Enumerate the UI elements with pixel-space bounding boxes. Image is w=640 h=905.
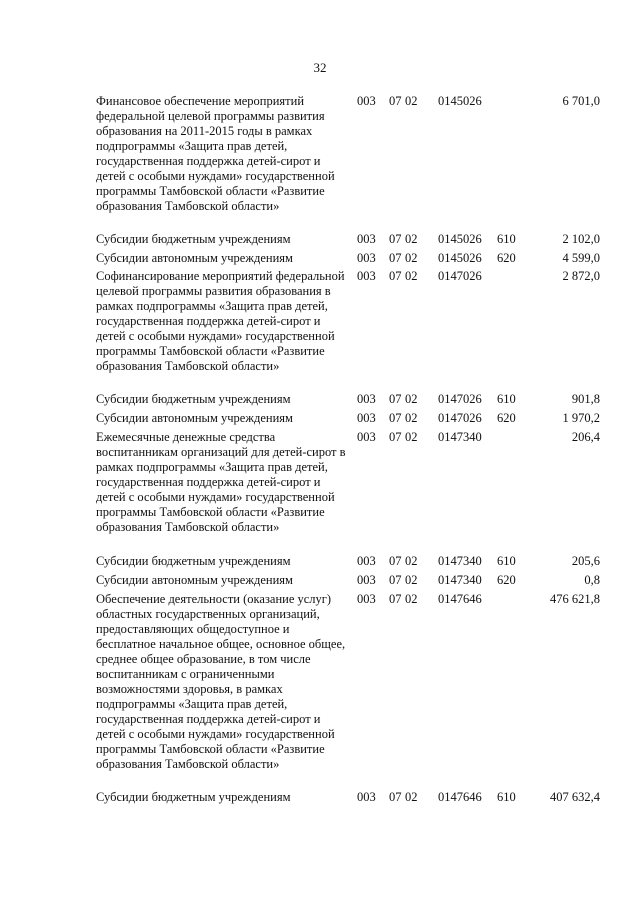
target-code: 0145026 <box>438 251 482 265</box>
admin-code: 003 <box>357 592 376 606</box>
admin-code: 003 <box>357 251 376 265</box>
section-code: 07 <box>389 251 402 265</box>
row-name: Субсидии автономным учреждениям <box>96 411 293 425</box>
row-name: Субсидии автономным учреждениям <box>96 573 293 587</box>
section-code: 07 <box>389 554 402 568</box>
row-name: Ежемесячные денежные средства воспитанникам организаций для детей-сирот в рамках подпрограммы «Защита прав детей, государственная поддержка детей-сирот и детей с особыми нуждами» государственной программы Тамбовской области «Развитие образования Тамбовской области» <box>96 430 346 534</box>
subsection-code: 02 <box>405 790 418 804</box>
target-code: 0145026 <box>438 232 482 246</box>
admin-code: 003 <box>357 430 376 444</box>
amount: 901,8 <box>571 392 600 406</box>
section-code: 07 <box>389 430 402 444</box>
subsection-code: 02 <box>405 232 418 246</box>
amount: 205,6 <box>571 554 600 568</box>
amount: 6 701,0 <box>562 94 600 108</box>
subsection-code: 02 <box>405 251 418 265</box>
target-code: 0147340 <box>438 430 482 444</box>
subsection-code: 02 <box>405 392 418 406</box>
section-code: 07 <box>389 790 402 804</box>
subsection-code: 02 <box>405 94 418 108</box>
section-code: 07 <box>389 94 402 108</box>
page-number: 32 <box>313 60 327 75</box>
admin-code: 003 <box>357 232 376 246</box>
amount: 4 599,0 <box>562 251 600 265</box>
target-code: 0147340 <box>438 554 482 568</box>
row-name: Субсидии бюджетным учреждениям <box>96 232 291 246</box>
expense-code: 610 <box>497 554 516 568</box>
admin-code: 003 <box>357 411 376 425</box>
amount: 2 102,0 <box>562 232 600 246</box>
expense-code: 610 <box>497 392 516 406</box>
amount: 206,4 <box>571 430 600 444</box>
section-code: 07 <box>389 592 402 606</box>
amount: 1 970,2 <box>562 411 600 425</box>
amount: 476 621,8 <box>550 592 600 606</box>
expense-code: 620 <box>497 573 516 587</box>
target-code: 0147026 <box>438 411 482 425</box>
expense-code: 610 <box>497 232 516 246</box>
row-name: Софинансирование мероприятий федеральной целевой программы развития образования в рамках подпрограммы «Защита прав детей, государственная поддержка детей-сирот и детей с особыми нуждами» государственной программы Тамбовской области «Развитие образования Тамбовской области» <box>96 269 345 373</box>
admin-code: 003 <box>357 573 376 587</box>
target-code: 0145026 <box>438 94 482 108</box>
section-code: 07 <box>389 269 402 283</box>
expense-code: 620 <box>497 411 516 425</box>
subsection-code: 02 <box>405 411 418 425</box>
row-name: Обеспечение деятельности (оказание услуг) областных государственных организаций, предоставляющих общедоступное и бесплатное начальное общее, основное общее, среднее общее образование, в том числе воспитанникам с ограниченными возможностями здоровья, в рамках подпрограммы «Защита прав детей, государственная поддержка детей-сирот и детей с особыми нуждами» государственной программы Тамбовской области «Развитие образования Тамбовской области» <box>96 592 346 771</box>
expense-code: 620 <box>497 251 516 265</box>
admin-code: 003 <box>357 269 376 283</box>
row-name: Субсидии автономным учреждениям <box>96 251 293 265</box>
subsection-code: 02 <box>405 554 418 568</box>
target-code: 0147646 <box>438 592 482 606</box>
amount: 0,8 <box>584 573 600 587</box>
subsection-code: 02 <box>405 269 418 283</box>
section-code: 07 <box>389 411 402 425</box>
row-name: Финансовое обеспечение мероприятий федеральной целевой программы развития образования на 2011-2015 годы в рамках подпрограммы «Защита прав детей, государственная поддержка детей-сирот и детей с особыми нуждами» государственной программы Тамбовской области «Развитие образования Тамбовской области» <box>96 94 335 213</box>
subsection-code: 02 <box>405 592 418 606</box>
section-code: 07 <box>389 232 402 246</box>
amount: 407 632,4 <box>550 790 600 804</box>
target-code: 0147026 <box>438 392 482 406</box>
expense-code: 610 <box>497 790 516 804</box>
row-name: Субсидии бюджетным учреждениям <box>96 790 291 804</box>
subsection-code: 02 <box>405 573 418 587</box>
amount: 2 872,0 <box>562 269 600 283</box>
admin-code: 003 <box>357 392 376 406</box>
target-code: 0147026 <box>438 269 482 283</box>
target-code: 0147340 <box>438 573 482 587</box>
admin-code: 003 <box>357 790 376 804</box>
section-code: 07 <box>389 392 402 406</box>
section-code: 07 <box>389 573 402 587</box>
row-name: Субсидии бюджетным учреждениям <box>96 392 291 406</box>
admin-code: 003 <box>357 554 376 568</box>
target-code: 0147646 <box>438 790 482 804</box>
subsection-code: 02 <box>405 430 418 444</box>
row-name: Субсидии бюджетным учреждениям <box>96 554 291 568</box>
admin-code: 003 <box>357 94 376 108</box>
